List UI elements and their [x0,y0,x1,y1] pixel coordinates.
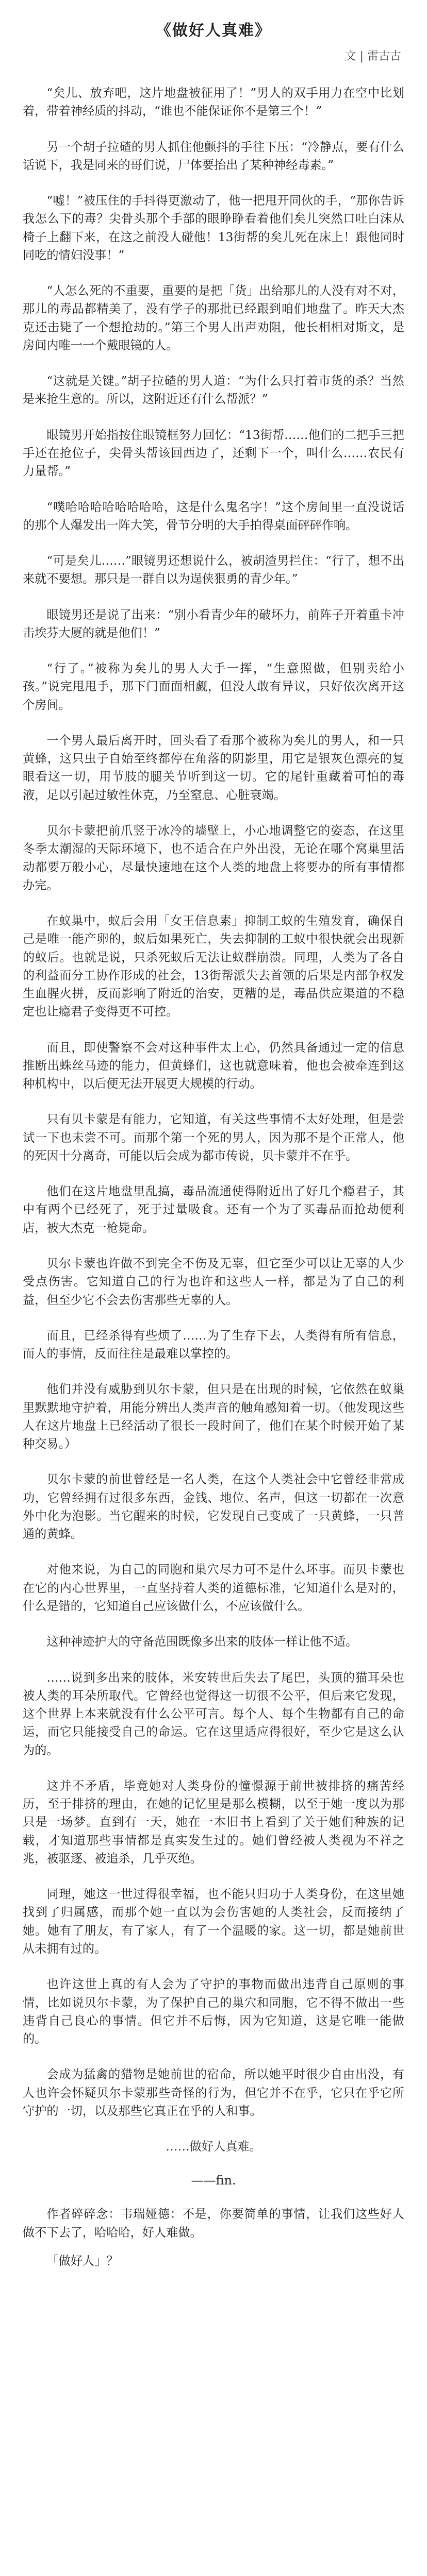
story-paragraph: 另一个胡子拉碴的男人抓住他颤抖的手往下压：“冷静点，要有什么话说下，我是同来的哥们说，尸体要抬出了某种神经毒素。” [23,140,404,172]
story-paragraph: 对他来说，为自己的同胞和巢穴尽力可不是什么坏事。而贝卡蒙也在它的内心世界里，一直坚持着人类的道德标准，它知道什么是对的，什么是错的，它知道自己应该做什么，不应该做什么。 [23,1563,404,1613]
story-paragraph: 同理，她这一世过得很幸福，也不能只归功于人类身份，在这里她找到了归属感，而那个她一直以为会伤害她的人类社会，反而接纳了她。她有了朋友，有了家人，有了一个温暖的家。这一切，都是她前世从未拥有过的。 [23,1887,404,1956]
story-paragraph: 他们并没有威胁到贝尔卡蒙，但只是在出现的时候，它依然在蚁巢里默默地守护着，用能分辨出人类声音的触角感知着一切。（他发现这些人在这片地盘上已经活动了很长一段时间了，他们在某个时候开始了某种交易。） [23,1382,404,1451]
story-paragraph: “矣儿、放弃吧，这片地盘被征用了！”男人的双手用力在空中比划着，带着神经质的抖动，“谁也不能保证你不是第三个！” [23,86,404,118]
story-paragraph: 贝尔卡蒙也许做不到完全不伤及无辜，但它至少可以让无辜的人少受点伤害。它知道自己的行为也许和这些人一样，都是为了自己的利益，但至少它不会去伤害那些无辜的人。 [23,1257,404,1307]
story-title: 《做好人真难》 [156,22,271,40]
story-paragraph: “嘘！”被压住的手抖得更激动了，他一把甩开同伙的手，“那你告诉我怎么下的毒？尖骨头那个手部的眼睁睁看着他们矣儿突然口吐白沫从椅子上翻下来，在这之前没人碰他！13街帮的矣儿死在床上！跟他同时同吃的情妇没事！” [23,194,404,262]
story-closing-line: ……做好人真难。 [166,2140,261,2154]
story-paragraph: 只有贝卡蒙是有能力，它知道，有关这些事情不太好处理，但是尝试一下也未尝不可。而那个第一个死的男人，因为那不是个正常人，他的死因十分离奇，可能以后会成为都市传说，贝卡蒙并不在乎。 [23,1112,404,1163]
story-paragraph: ……说到多出来的肢体，米安转世后失去了尾巴，头顶的猫耳朵也被人类的耳朵所取代。它曾经也觉得这一切很不公平，但后来它发现，这个世界上本来就没有什么公平可言。每个人、每个生物都有自己的命运，而它只能接受自己的命运。它在这里适应得很好，至少它是这么认为的。 [23,1670,404,1757]
story-paragraph: 他们在这片地盘里乱搞，毒品流通使得附近出了好几个瘾君子，其中有两个已经死了，死于过量吸食。还有一个为了买毒品而抢劫便利店，被大杰克一枪毙命。 [23,1184,404,1235]
story-paragraph: 也许这世上真的有人会为了守护的事物而做出违背自己原则的事情，比如说贝尔卡蒙，为了保护自己的巢穴和同胞，它不得不做出一些违背自己良心的事情。但它并不后悔，因为它知道，这是它唯一能做的。 [23,1977,404,2046]
story-paragraph: 在蚁巢中，蚁后会用「女王信息素」抑制工蚁的生殖发育，确保自己是唯一能产卵的，蚁后如果死亡，失去抑制的工蚁中很快就会出现新的蚁后。也就是说，只杀死蚁后无法让蚁群崩溃。同理，人类为了各自的利益而分工协作形成的社会，13街帮派失去首领的后果是内部争权发生血腥火拼，反而影响了附近的治安，更糟的是，毒品供应渠道的不稳定也让瘾君子变得更不可控。 [23,914,404,1019]
story-paragraph: “行了。”被称为矣儿的男人大手一挥，“生意照做，但别卖给小孩。”说完甩甩手，那下门面面相觑，但没人敢有异议，只好依次离开这个房间。 [23,662,404,712]
story-ending-mark: ——fin. [191,2173,236,2188]
author-note [23,2205,404,2270]
story-paragraph: 会成为猛禽的猎物是她前世的宿命，所以她平时很少自由出没，有人也许会怀疑贝尔卡蒙那些奇怪的行为，但它并不在乎，它只在乎它所守护的一切，以及那些它真正在乎的人和事。 [23,2067,404,2118]
story-paragraph: 而且，即使警察不会对这种事件太上心，仍然具备通过一定的信息推断出蛛丝马迹的能力，但黄蜂们，这也就意味着，他也会被牵连到这种机构中，以后便无法开展更大规模的行动。 [23,1040,404,1091]
story-paragraph: “可是矣儿……”眼镜男还想说什么，被胡渣男拦住：“行了，想不出来就不要想。那只是一群自以为逞侠狠勇的青少年。” [23,554,404,586]
story-paragraph: 一个男人最后离开时，回头看了看那个被称为矣儿的男人，和一只黄蜂，这只虫子自始至终都停在角落的阴影里，用它是银灰色漂亮的复眼看这一切，用节肢的腿关节听到这一切。它的尾针重藏着可怕的毒液，足以引起过敏性休克，乃至窒息、心脏衰竭。 [23,733,404,802]
author-note-line: 「做好人」？ [46,2253,119,2268]
story-paragraph: “人怎么死的不重要，重要的是把「货」出给那儿的人没有对不对，那儿的毒品都精美了，没有学子的那批已经跟到咱们地盘了。昨天大杰克还击毙了一个想抢劫的。”第三个男人出声劝阻，他长相相对斯文，是房间内唯一一个戴眼镜的人。 [23,284,404,352]
story-paragraph: “这就是关键。”胡子拉碴的男人道：“为什么只打着市货的杀？当然是来抢生意的。所以，这附近还有什么帮派？” [23,374,404,406]
story-paragraph: 这并不矛盾，毕竟她对人类身份的憧憬源于前世被排挤的痛苦经历，至于排挤的理由，在她的记忆里是那么模糊，以至于她一度以为那只是一场梦。直到有一天，她在一本旧书上看到了关于她们种族的记载，才知道那些事情都是真实发生过的。她们曾经被人类视为不祥之兆，被驱逐、被追杀，几乎灭绝。 [23,1778,404,1866]
story-paragraph: 眼镜男开始指按住眼镜框努力回忆：“13街帮……他们的二把手三把手还在抢位子，尖骨头帮该回西边了，还剩下一个，叫什么……农民有力量帮。” [23,428,404,479]
author-note-line: 作者碎碎念：韦瑞娅德：不是，你要简单的事情，让我们这些好人做不下去了，哈哈哈，好人难做。 [23,2207,404,2240]
story-body [23,84,404,2156]
story-paragraph: 而且，已经杀得有些烦了……为了生存下去，人类得有所有信息，而人的事情，反而往往是最难以掌控的。 [23,1328,404,1361]
story-paragraph: 贝尔卡蒙的前世曾经是一名人类，在这个人类社会中它曾经非常成功，它曾经拥有过很多东西，金钱、地位、名声，但这一切都在一次意外中化为泡影。当它醒来的时候，它发现自己变成了一只黄蜂，一只普通的黄蜂。 [23,1472,404,1541]
author-byline: 文 | 雷古古 [344,50,401,63]
story-paragraph: “噗哈哈哈哈哈哈哈哈，这是什么鬼名字！”这个房间里一直没说话的那个人爆发出一阵大笑，骨节分明的大手拍得桌面砰砰作响。 [23,500,404,532]
story-paragraph: 眼镜男还是说了出来：“别小看青少年的破坏力，前阵子开着重卡冲击埃芬大厦的就是他们！” [23,607,404,640]
story-paragraph: 这种神迹护大的守备范围既像多出来的肢体一样让他不适。 [46,1635,358,1649]
story-paragraph: 贝尔卡蒙把前爪竖于冰冷的墙壁上，小心地调整它的姿态，在这里冬季太潮湿的天际环境下，也不适合在户外出没，无论在哪个窝巢里活动都要万般小心，尽量快速地在这个人类的地盘上将要办的所有事情都办完。 [23,823,404,892]
